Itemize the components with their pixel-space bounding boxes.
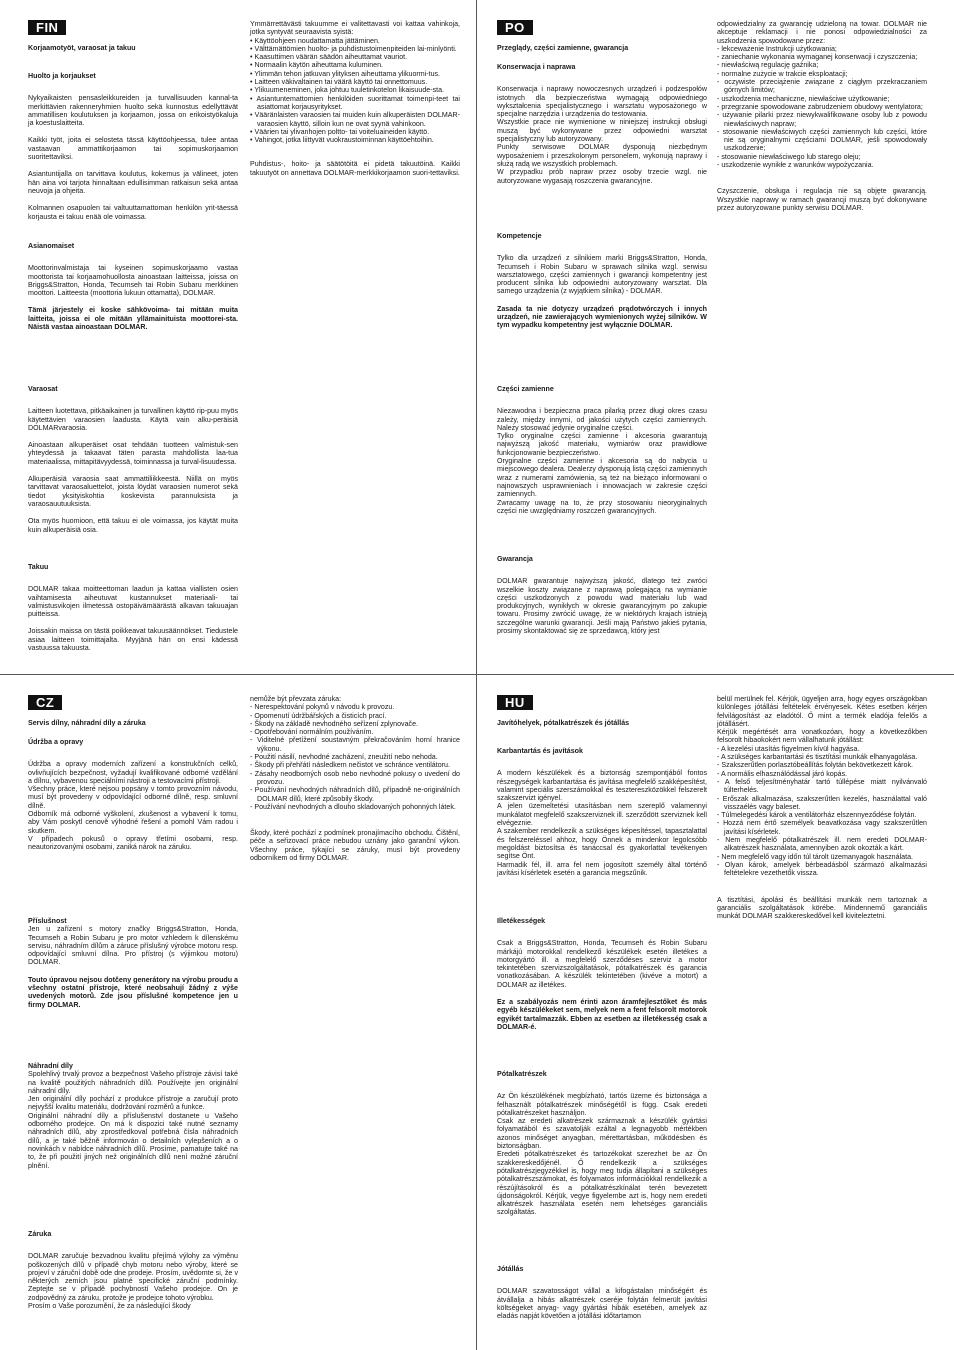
section-hu [477,675,954,1350]
list-item: - A kezelési utasítás figyelmen kívül hagyása. [717,745,927,753]
list-item: • Asiantuntemattomien henkilöiden suorittamat toimenpi-teet tai asiattomat korjausyritykset. [250,95,460,112]
section-fin [0,0,477,675]
po-gwarancja-section [497,555,707,644]
list-item: - Túlmelegedési károk a ventilátorház elszennyeződése folytán. [717,811,927,819]
heading: Części zamienne [497,385,554,393]
list-item: - A normális elhasználódással járó kopás. [717,770,927,778]
list-item: - Nem megfelelő vagy időn túl tárolt üzemanyagok használata. [717,853,927,861]
paragraph: Az Ön készülékének megbízható, tartós üzeme és biztonsága a felhasznált pótalkatrészek minőségétől is függ. Csak eredeti pótalkatrészeket használjon. [497,1092,707,1117]
list-item: - Nerespektování pokynů v návodu k provozu. [250,703,460,711]
cz-left-column [28,695,238,1311]
paragraph: Originální náhradní díly a příslušenství dostanete u Vašeho odborného prodejce. On má k dispozici také nutné seznamy náhradních dílů, aby zprostředkoval potřebná čísla náhradních dílů, a je také běžně informován o detailních vylepšeních a o novinkách v nabídce náhradních dílů. Prosíme, pamatujte také na to, že při použití jiných než originálních dílů není možné záruční plnění. [28,1111,238,1170]
cz-nahradni-section [28,1062,238,1170]
paragraph: Kolmannen osapuolen tai valtuuttamattoman henkilön yrit-täessä korjausta ei takuu enää ole voimassa. [28,204,238,221]
list-item: - Viditelné přetížení soustavným překračováním horní hranice výkonu. [250,736,460,753]
list-item: - A felső teljesítményhatár tartó túllépése miatt nyilvánvaló túlterhelés. [717,778,927,795]
section-title: Korjaamotyöt, varaosat ja takuu [28,44,136,52]
paragraph: Harmadik fél, ill. arra fel nem jogosított személy által történő javítási kísérletek esetén a garancia megszűnik. [497,860,707,877]
paragraph: Všechny práce, které nejsou popsány v tomto provozním návodu, musí být provedeny v odpovídající odborné dílně, resp. smluvní dílně. [28,785,238,810]
paragraph: Punkty serwisowe DOLMAR dysponują niezbędnym wyposażeniem i przeszkolonym personelem, wykonują naprawy i służą radą we wszystkich problemach. [497,143,707,168]
list-item: - Škody na základě nevhodného seřízení zplynovače. [250,720,460,728]
paragraph: Csak a Briggs&Stratton, Honda, Tecumseh és Robin Subaru márkájú motorokkal rendelkező készülékek esetén illetékes a motorgyártó ill. a megfelelő szerződéses szerviz a motor tekintetében szervizszolgáltatások, pótalkatrészek és garancia vonatkozásában. A készülék tekintetében (kivéve a motort) a DOLMAR az illetékes. [497,939,707,989]
paragraph: Tylko oryginalne części zamienne i akcesoria gwarantują najwyższą jakość materiału, wymiarów oraz prawidłowe funkcjonowanie bezpieczeństwo. [497,432,707,457]
paragraph: nemůže být převzata záruka: [250,695,342,703]
paragraph: Spolehlivý trvalý provoz a bezpečnost Vašeho přístroje závisí také na kvalitě použitých náhradních dílů. Používejte jen originální náhradní díly. [28,1070,238,1095]
bold-paragraph: Zasada ta nie dotyczy urządzeń prądotwórczych i innych urządzeń, nie zawierających wymienionych wyżej silników. W tym wypadku kompetentny jest wyłącznie DOLMAR. [497,304,707,330]
language-badge-cz: CZ [28,695,62,710]
list-item: • Ylikuumeneminen, joka johtuu tuuletinkotelon likaisuude-sta. [250,86,460,94]
hu-karbantartas-section [497,747,707,877]
list-item: - Opomenutí údržbářských a čisticích prací. [250,712,460,720]
heading: Varaosat [28,385,58,393]
list-item: - Szakszerűtlen porlasztóbeállítás folytán bekövetkezett károk. [717,761,927,769]
list-item: - Používání nevhodných a dlouho skladovaných pohonných látek. [250,803,460,811]
heading: Illetékességek [497,917,546,925]
paragraph: Jen u zařízení s motory značky Briggs&Stratton, Honda, Tecumseh a Robin Subaru je pro motor vzhledem k dílenskému servisu, náhradním dílům a záruce příslušný výrobce motoru resp. odpovídající smluvní dílna. Pro přístroj (s výjimkou motoru) DOLMAR. [28,925,238,967]
paragraph: A szakember rendelkezik a szükséges képesítéssel, tapasztalattal és felszereléssel ahhoz, hogy Önnek a mindenkor legolcsóbb megoldást biztosítsa és tanáccsal és gyakorlattal tevékenyen segítse Önt. [497,827,707,861]
heading: Náhradní díly [28,1062,73,1070]
paragraph: A modern készülékek és a biztonság szempontjából fontos részegységek karbantartása és javítása megfelelő szakképesítést, valamint speciális szerszámokkal és tesztereszközökkel felszerelt szakszervizt igényel. [497,769,707,803]
heading: Gwarancja [497,555,533,563]
paragraph: DOLMAR takaa moitteettoman laadun ja kattaa viallisten osien vaihtamisesta aiheutuvat kustannukset materiaali- tai valmistusvikojen ilmetessä ostopäivämäärästä alkavan takuuajan puitteissa. [28,585,238,619]
paragraph: Prosím o Vaše porozumění, že za následující škody [28,1302,191,1311]
list-item: - przegrzanie spowodowane zabrudzeniem obudowy wentylatora; [717,103,927,111]
paragraph: Alkuperäisiä varaosia saat ammattiliikkeestä. Niillä on myös tarvittavat varaosaluettelot, joista löydät varaosien numerot sekä tiedot yksityiskohtia koskevista parannuksista ja varaosauutuuksista. [28,475,238,508]
paragraph: Ainoastaan alkuperäiset osat tehdään tuotteen valmistuk-sen yhteydessä ja takaavat täten parasta mahdollista laa-tua materiaalissa, mittapitävyydessä, toiminnassa ja turval-lisuudessa. [28,441,238,466]
heading: Příslušnost [28,917,67,925]
list-item: • Ylimmän tehon jatkuvan ylityksen aiheuttama ylikuormi-tus. [250,70,460,78]
fin-left-column [28,20,238,653]
paragraph: Konserwacja i naprawy nowoczesnych urządzeń i podzespołów istotnych dla bezpieczeństwa wymagają odpowiedniego wykształcenia specjalistycznego i warsztatu wyposażonego w specjalne narzędzia i urządzenia do testowania. [497,85,707,119]
paragraph: Jen originální díly pochází z produkce přístroje a zaručují proto nejvyšší kvalitu materiálu, dodržování rozměrů a funkce. [28,1095,238,1112]
fin-right-column [250,20,460,186]
po-left-column [497,20,707,636]
hu-illetekesseg-section [497,917,707,1040]
hu-left-column [497,695,707,1321]
paragraph: Ota myös huomioon, että takuu ei ole voimassa, jos käytät muita kuin alkuperäisiä osia. [28,517,238,534]
list-item: - Používání nevhodných náhradních dílů, případně ne-originálních DOLMAR dílů, které způsobily škody. [250,786,460,803]
list-item: - zaniechanie wykonania wymaganej konserwacji i czyszczenia; [717,53,927,61]
list-item: - Olyan károk, amelyek bérbeadásból származó alkalmazási feltételekre vezethetők vissza. [717,861,927,878]
paragraph: Nykyaikaisten pensasleikkureiden ja turvallisuuden kannal-ta merkittävien rakenneryhmien huolto sekä kunnostus edellyttävät ammatillisen koulutuksen ja korjaamon, jossa on erikoistyökaluja ja koestuslaitteita. [28,94,238,128]
paragraph: Czyszczenie, obsługa i regulacja nie są objęte gwarancją. Wszystkie naprawy w ramach gwarancji muszą być dokonywane przez autoryzowane punkty serwisu DOLMAR. [717,187,927,212]
cz-prislusnost-section [28,917,238,1018]
bold-paragraph: Ez a szabályozás nem érinti azon áramfejlesztőket és más egyéb készülékeket sem, melyek nem a fent felsorolt motorok egyikét tartalmazzák. Ebben az esetben az illetékesség csak a DOLMAR-é. [497,998,707,1031]
section-title: Servis dílny, náhradní díly a záruka [28,719,146,727]
heading: Kompetencje [497,232,542,240]
heading: Takuu [28,563,49,571]
paragraph: Odborník má odborné vyškolení, zkušenost a vybavení k tomu, aby Vám poskytl cenově výhodné řešení a pomohl Vám radou i skutkem. [28,810,238,835]
exclusion-list [250,703,460,811]
paragraph: A tisztítási, ápolási és beállítási munkák nem tartoznak a garanciális szolgáltatások körébe. Mindennemű garanciális munkát DOLMAR szakkereskedővel kell kiviteleztetni. [717,895,927,921]
list-item: - niewłaściwą regulację gaźnika; [717,61,927,69]
paragraph: DOLMAR szavatosságot vállal a kifogástalan minőségért és átvállalja a hibás alkatrészek cseréje folytán felmerült javítási költségeket anyag- vagy gyártási hibák esetében, amelyek az eladás napját követően a jótállási időtartamon [497,1287,707,1321]
language-badge-po: PO [497,20,533,35]
paragraph: V případech pokusů o opravy třetími osobami, resp. neautorizovanými osobami, zaniká nárok na záruku. [28,834,238,852]
heading: Huolto ja korjaukset [28,72,96,80]
list-item: - A szükséges karbantartási és tisztítási munkák elhanyagolása. [717,753,927,761]
list-item: - uszkodzenia mechaniczne, niewłaściwe użytkowanie; [717,95,927,103]
section-title: Javítóhelyek, pótalkatrészek és jótállás [497,719,630,727]
hu-potalkatreszek-section [497,1070,707,1217]
paragraph: A jelen üzemeltetési utasításban nem szereplő valamennyi munkálatot megfelelő szakszerviznek ill. szerződött szerviznek kell elvégeznie. [497,802,707,828]
fin-asianomaiset-section [28,242,238,340]
section-po [477,0,954,675]
paragraph: Puhdistus-, hoito- ja säätötöitä ei pidetä takuutöinä. Kaikki takuutyöt on annettava DOLMAR-merkkikorjaamon suori-tettaviksi. [250,160,460,177]
fin-varaosat-section [28,385,238,543]
section-title: Przeglądy, części zamienne, gwarancja [497,44,629,52]
list-item: • Välttämättömien huolto- ja puhdistustoimenpiteiden lai-minlyönti. [250,45,460,53]
paragraph: Zwracamy uwagę na to, że przy stosowaniu nieoryginalnych części nie uwzględniamy roszczeń gwarancyjnych. [497,498,707,515]
cz-zaruka-section [28,1230,238,1310]
paragraph: DOLMAR gwarantuje najwyższą jakość, dlatego też zwróci wszelkie koszty związane z naprawą polegającą na wymianie części uszkodzonych z powodu wad materiału lub wad produkcyjnych, wynikłych w okresie gwarancyjnym po zakupie towaru. Prosimy zwrócić uwagę, że w niektórych krajach istnieją szczególne warunki gwarancji. Jeśli mają Państwo jakieś pytania, prosimy skontaktować się ze sprzedawcą, który jest [497,577,707,636]
paragraph: Kérjük megértését arra vonatkozóan, hogy a következőkben felsorolt hibaokokért nem vállalhatunk jótállást: [717,728,927,745]
list-item: - oczywiste przeciążenie związane z ciągłym przekraczaniem górnych limitów; [717,78,927,95]
heading: Jótállás [497,1265,524,1273]
po-right-column [717,20,927,221]
paragraph: Kaikki työt, joita ei selosteta tässä käyttöohjeessa, tulee antaa vastaavan ammattikorjaamon tai sopimuskorjaamon suoritettaviksi. [28,136,238,162]
list-item: • Käyttöohjeen noudattamatta jättäminen. [250,37,460,45]
section-cz [0,675,477,1350]
paragraph: Laitteen luotettava, pitkäaikainen ja turvallinen käyttö rip-puu myös käytettävien varaosien laadusta. Käytä vain alku-peräisiä DOLMARvaraosia. [28,407,238,432]
paragraph: odpowiedzialny za gwarancję udzieloną na towar. DOLMAR nie akceptuje reklamacji i nie ponosi odpowiedzialności za uszkodzenia spowodowane przez: [717,20,927,45]
exclusion-list [250,37,460,145]
paragraph: Ymmärrettävästi takuumme ei valitettavasti voi kattaa vahinkoja, jotka syntyvät seuraavista syistä: [250,20,460,37]
language-badge-hu: HU [497,695,533,710]
heading: Záruka [28,1230,52,1238]
paragraph: DOLMAR zaručuje bezvadnou kvalitu přejímá výlohy za výměnu poškozených dílů v případě chyb motoru nebo výroby, které se projeví v záruční době ode dne prodeje. Prosím, uvědomte si, že v některých zemích jsou platné specifické záruční podmínky. Zeptejte se v případě pochybností Vašeho prodejce. On je zodpovědný za záruku, protože je prodejce tohoto výrobku. [28,1252,238,1302]
bold-paragraph: Touto úpravou nejsou dotčeny generátory na výrobu proudu a všechny ostatní přístroje, které neobsahují žádný z výše uvedených motorů. Zde jsou příslušné kompetence jen u firmy DOLMAR. [28,975,238,1009]
hu-jotallas-section [497,1265,707,1329]
list-item: • Vahingot, jotka liittyvät vuokraustoiminnan käyttöehtoihin. [250,136,460,144]
heading: Pótalkatrészek [497,1070,547,1078]
paragraph: Moottorinvalmistaja tai kyseinen sopimuskorjaamo vastaa moottorista tai korjaamohuollosta ainoastaan laitteissa, joissa on Briggs&Stratton, Honda, Tecumseh tai Robin Subaru merkkinen moottori. Laitteesta (moottoria lukuun ottamatta), DOLMAR. [28,264,238,298]
po-czesci-section [497,385,707,515]
exclusion-list [717,745,927,878]
paragraph: Joissakin maissa on tästä poikkeavat takuusäännökset. Tiedustele asiaa laitteen toimittajalta. Myyjänä hän on ensi kädessä vastuussa takuusta. [28,627,238,653]
heading: Karbantartás és javítások [497,747,583,755]
list-item: • Kaasuttimen väärän säädön aiheuttamat vauriot. [250,53,460,61]
paragraph: Csak az eredeti alkatrészek származnak a készülék gyártási folyamatából és szavatolják ezáltal a legnagyobb mértékben azonos minőséget anyagban, mérettartásban, működésben és biztonságban. [497,1117,707,1151]
list-item: - stosowanie niewłaściwego lub starego oleju; [717,153,927,161]
fin-huolto-section [28,72,238,230]
list-item: - używanie pilarki przez niewykwalifikowane osoby lub z powodu niewłaściwych napraw; [717,111,927,128]
po-kompetencje-section [497,232,707,339]
list-item: • Normaalin käytön aiheuttama kuluminen. [250,61,460,69]
list-item: - Použití násilí, nevhodné zacházení, zneužití nebo nehoda. [250,753,460,761]
fin-takuu-section [28,563,238,661]
list-item: - uszkodzenie wynikłe z warunków wypożyczania. [717,161,927,169]
paragraph: Údržba a opravy moderních zařízení a konstrukčních celků, ovlivňujících bezpečnost, vyžadují kvalifikované odborné vzdělání a dílnu, vybavenou speciálními nástroji a testovacími přístroji. [28,760,238,785]
language-badge-fin: FIN [28,20,66,35]
list-item: - Škody při přehřátí následkem nečistot ve schránce ventilátoru. [250,761,460,769]
list-item: - normalne zużycie w trakcie eksploatacji; [717,70,927,78]
list-item: - lekceważenie Instrukcji użytkowania; [717,45,927,53]
paragraph: Niezawodna i bezpieczna praca pilarką przez długi okres czasu zależy, między innymi, od jakości użytych części zamiennych. Należy stosować jedynie oryginalne części. [497,407,707,432]
heading: Údržba a opravy [28,738,84,746]
paragraph: belül merülnek fel. Kérjük, ügyeljen arra, hogy egyes országokban különleges jótállási feltételek érvényesek. Kétes esetben kérjen felvilágosítást az eladótól. Ő mint a termék eladója felelős a jótállásért. [717,695,927,728]
cz-udrzba-section [28,738,238,852]
list-item: • Laitteen väkivaltainen tai väärä käyttö tai onnettomuus. [250,78,460,86]
cz-right-column [250,695,460,871]
paragraph: Eredeti pótalkatrészeket és tartozékokat szerezhet be az Ön szakkereskedőjénél. Ő rendelkezik a szükséges pótalkatrészjegyzékkel is, hogy meg tudja állapítani a szükséges pótalkatrészszámokat, és folyamatos információkkal rendelkezik a részújításokról és a pótalkatrészkínálat terén bevezetett újdonságokról. Kérjük, vegye figyelembe azt is, hogy nem eredeti alkatrészek használata esetén nem lehetséges garanciális szolgáltatás. [497,1150,707,1217]
heading: Konserwacja i naprawa [497,63,576,71]
hu-right-column [717,695,927,929]
paragraph: Oryginalne części zamienne i akcesoria są do nabycia u miejscowego dealera. Dealerzy dysponują listą części zamiennych wraz z numerami zamówienia, są też na bieżąco informowani o najnowszych usprawnieniach i innowacjach w zakresie części zamiennych. [497,457,707,499]
exclusion-list [717,45,927,169]
paragraph: Tylko dla urządzeń z silnikiem marki Briggs&Stratton, Honda, Tecumseh i Robin Subaru w sprawach silnika wzgl. serwisu warsztatowego, części zamiennych i gwarancji kompetentny jest producent silnika lub odpowiedni autoryzowany warsztat. Dla samego urządzenia (z wyjątkiem silnika) - DOLMAR. [497,254,707,296]
heading: Asianomaiset [28,242,75,250]
list-item: - Zásahy neodborných osob nebo nevhodné pokusy o uvedení do provozu. [250,770,460,787]
paragraph: W przypadku prób napraw przez osoby trzecie wzgl. nie autoryzowane wygasają roszczenia gwarancyjne. [497,168,707,185]
list-item: - stosowanie niewłaściwych części zamiennych lub części, które nie są oryginalnymi częściami DOLMAR, jeśli spowodowały uszkodzenie; [717,128,927,153]
list-item: - Nem megfelelő pótalkatrészek ill. nem eredeti DOLMAR-alkatrészek használata, amennyiben azok okozták a kárt. [717,836,927,853]
list-item: - Hozzá nem értő személyek beavatkozása vagy szakszerűtlen javítási kísérletek. [717,819,927,836]
list-item: - Erőszak alkalmazása, szakszerűtlen kezelés, használattal való visszaélés vagy baleset. [717,795,927,812]
po-konserwacja-section [497,63,707,185]
list-item: - Opotřebování normálním používáním. [250,728,460,736]
paragraph: Škody, které pochází z podmínek pronajímacího obchodu. Čištění, péče a seřizovací práce nebudou uznány jako garanční výkon. Všechny práce, týkající se záruky, musí být provedeny odborníkem od firmy DOLMAR. [250,829,460,863]
paragraph: Asiantuntijalla on tarvittava koulutus, kokemus ja välineet, joten hän aina voi tarjota hinnaltaan edullisimman ratkaisun sekä antaa neuvoja ja ohjeita. [28,170,238,195]
bold-paragraph: Tämä järjestely ei koske sähkövoima- tai mitään muita laitteita, joissa ei ole mitään yllämainituista moottorei-sta. Näistä vastaa ainoastaan DOLMAR. [28,306,238,332]
paragraph: Wszystkie prace nie wymienione w niniejszej instrukcji obsługi muszą być wykonywane przez odpowiedni warsztat specjalistyczny lub autoryzowany. [497,118,707,144]
list-item: • Väärien tai ylivanhojen poltto- tai voiteluaineiden käyttö. [250,128,460,136]
list-item: • Vääränlaisten varaosien tai muiden kuin alkuperäisten DOLMAR-varaosien käyttö, silloin kun ne ovat syynä vahinkoon. [250,111,460,128]
